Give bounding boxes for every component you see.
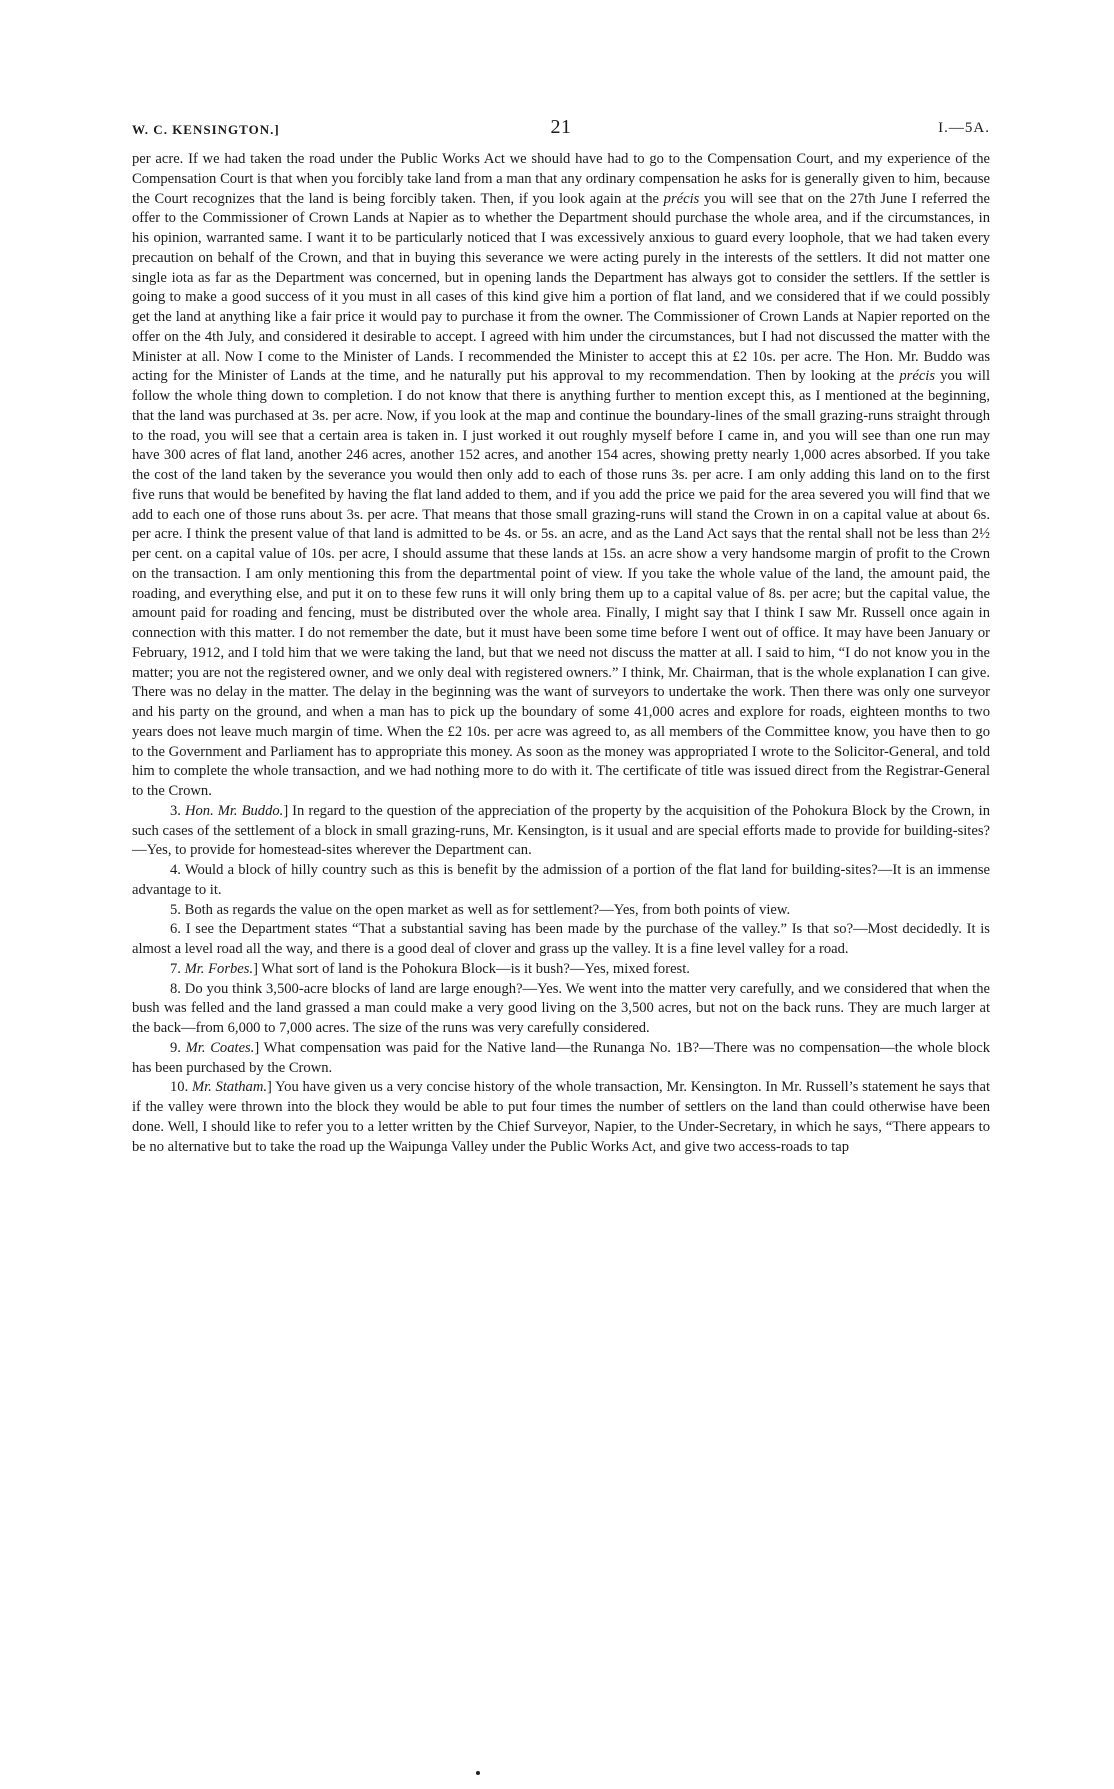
page-footer-mark [476, 1771, 480, 1775]
text-run: ] You have given us a very concise history of the whole transaction, Mr. Kensington. In Mr. Russell’s statement he says that if the valley were thrown into the block they would be able to put four times the number of settlers on the land than could otherwise have been done. Well, I should like to refer you to a letter written by the Chief Surveyor, Napier, to the Under-Secretary, in which he says, “There appears to be no alternative but to take the road up the Waipunga Valley under the Public Works Act, and give two access-roads to tap [132, 1079, 991, 1155]
text-run: 5. Both as regards the value on the open market as well as for settlement?—Yes, from both points of view. [170, 901, 791, 918]
italic-text-run: Mr. Statham. [191, 1079, 268, 1096]
text-run: 6. I see the Department states “That a substantial saving has been made by the purchase of the valley.” Is that so?—Most decidedly. It is almost a level road all the way, and there is a good deal of clover and grass up the valley. It is a fine level valley for a road. [132, 921, 990, 957]
paragraph-question-6 [132, 920, 990, 960]
document-page [132, 112, 990, 1157]
text-run: 10. [170, 1079, 192, 1096]
text-run: 3. [170, 802, 185, 819]
italic-text-run: précis [899, 368, 936, 385]
paragraph-question-7 [132, 960, 990, 980]
page-header [132, 112, 990, 142]
text-run: you will follow the whole thing down to completion. I do not know that there is anything further to mention except this, as I mentioned at the beginning, that the land was purchased at 3s. per acre. Now, if you look at the map and continue the boundary-lines of the small grazing-runs straight through to the road, you will see that a certain area is taken in. I just worked it out roughly myself before I came in, and you will see than one run may have 300 acres of flat land, another 246 acres, another 152 acres, and another 154 acres, showing pretty nearly 1,000 acres absorbed. If you take the cost of the land taken by the severance you would then only add to each of those runs 3s. per acre. I am only adding this land on to the first five runs that would be benefited by having the flat land added to them, and if you add the price we paid for the area severed you will find that we add to each one of those runs about 3s. per acre. That means that those small grazing-runs will stand the Crown in on a capital value at about 6s. per acre. I think the present value of that land is admitted to be 4s. or 5s. an acre, and as the Land Act says that the rental shall not be less than 2½ per cent. on a capital value of 10s. per acre, I should assume that these lands at 15s. an acre show a very handsome margin of profit to the Crown on the transaction. I am only mentioning this from the departmental point of view. If you take the whole value of the land, the amount paid, the roading, and everything else, and put it on to these few runs it will only bring them up to a capital value of 8s. per acre; but the capital value, the amount paid for roading and fencing, must be distributed over the whole area. Finally, I might say that I think I saw Mr. Russell once again in connection with this matter. I do not remember the date, but it must have been some time before I went out of office. It may have been January or February, 1912, and I told him that we were taking the land, but that we need not discuss the matter at all. I said to him, “I do not know you in the matter; you are not the registered owner, and we only deal with registered owners.” I think, Mr. Chairman, that is the whole explanation I can give. There was no delay in the matter. The delay in the beginning was the want of surveyors to undertake the work. Then there was only one surveyor and his party on the ground, and when a man has to pick up the boundary of some 41,000 acres and explore for roads, eighteen months to two years does not leave much margin of time. When the £2 10s. per acre was agreed to, as all members of the Committee know, you have then to go to the Government and Parliament has to appropriate this money. As soon as the money was appropriated I wrote to the Solicitor-General, and told him to complete the whole transaction, and we had nothing more to do with it. The certificate of title was issued direct from the Registrar-General to the Crown. [132, 368, 991, 799]
paragraph-question-4 [132, 861, 990, 901]
italic-text-run: Hon. Mr. Buddo. [184, 802, 284, 819]
italic-text-run: précis [663, 190, 700, 207]
text-run: ] What sort of land is the Pohokura Block—is it bush?—Yes, mixed forest. [253, 960, 690, 977]
italic-text-run: Mr. Coates. [185, 1039, 255, 1056]
text-run: 9. [170, 1039, 186, 1056]
text-run: 8. Do you think 3,500-acre blocks of land are large enough?—Yes. We went into the matter very carefully, and we considered that when the bush was felled and the land grassed a man could make a very good living on the 3,500 acres, but not on the back runs. They are much larger at the back—from 6,000 to 7,000 acres. The size of the runs was very carefully considered. [132, 980, 990, 1036]
paragraph-evidence-continued [132, 150, 990, 802]
text-run: 7. [170, 960, 185, 977]
text-run: 4. Would a block of hilly country such as this is benefit by the admission of a portion of the flat land for building-sites?—It is an immense advantage to it. [132, 862, 990, 898]
paragraph-question-3 [132, 802, 990, 861]
paper-reference: I.—5A. [938, 120, 990, 136]
italic-text-run: Mr. Forbes. [184, 960, 254, 977]
text-run: you will see that on the 27th June I referred the offer to the Commissioner of Crown Lands at Napier as to whether the Department should purchase the whole area, and if the circumstances, in his opinion, warranted same. I want it to be particularly noticed that I was excessively anxious to guard every loophole, that we had taken every precaution on behalf of the Crown, and that in buying this severance we were acting purely in the interests of the settlers. It did not matter one single iota as far as the Department was concerned, but in opening lands the Department has always got to consider the settlers. If the settler is going to make a good success of it you must in all cases of this kind give him a portion of flat land, and we considered that if we could possibly get the land at anything like a fair price it would pay to purchase it from the owner. The Commissioner of Crown Lands at Napier reported on the offer on the 4th July, and considered it desirable to accept. I agreed with him under the circumstances, but I had not discussed the matter with the Minister at all. Now I come to the Minister of Lands. I recommended the Minister to accept this at £2 10s. per acre. The Hon. Mr. Buddo was acting for the Minister of Lands at the time, and he naturally put his approval to my recommendation. Then by looking at the [132, 190, 990, 385]
text-run: per acre. If we had taken the road under the Public Works Act we should have had to go to the Compensation Court, and my experience of the Compensation Court is that when you forcibly take land from a man that any ordinary compensation he asks for is generally given to him, because the Court recognizes that the land is being forcibly taken. Then, if you look again at the [132, 151, 990, 207]
paragraph-question-8 [132, 980, 990, 1039]
document-body [132, 150, 990, 1157]
header-witness-name: W. C. KENSINGTON.] [132, 122, 280, 137]
paragraph-question-5 [132, 901, 990, 921]
paragraph-question-10 [132, 1078, 990, 1157]
text-run: ] In regard to the question of the appreciation of the property by the acquisition of the Pohokura Block by the Crown, in such cases of the settlement of a block in small grazing-runs, Mr. Kensington, is it usual and are special efforts made to provide for building-sites?—Yes, to provide for homestead-sites wherever the Department can. [132, 802, 990, 859]
paragraph-question-9 [132, 1039, 990, 1079]
text-run: ] What compensation was paid for the Native land—the Runanga No. 1B?—There was no compensation—the whole block has been purchased by the Crown. [132, 1039, 991, 1076]
page-number: 21 [550, 116, 572, 138]
